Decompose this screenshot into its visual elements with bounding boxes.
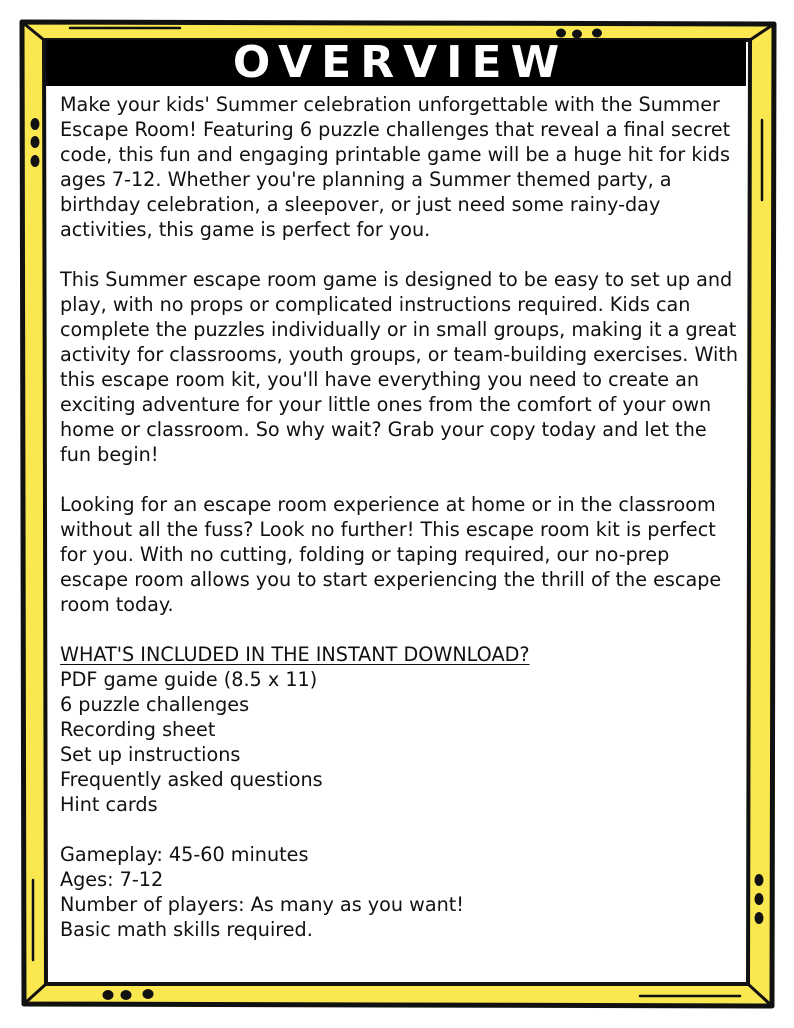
frame-dot	[143, 989, 154, 999]
gameplay-detail: Gameplay: 45-60 minutes	[60, 843, 309, 866]
list-item: 6 puzzle challenges	[60, 693, 250, 716]
overview-content	[60, 92, 740, 942]
frame-dot	[103, 990, 114, 1000]
frame-dot	[31, 118, 40, 130]
frame-dot	[31, 136, 40, 148]
list-item: PDF game guide (8.5 x 11)	[60, 668, 318, 691]
frame-dot	[592, 29, 602, 38]
frame-dot	[31, 155, 40, 167]
list-item: Frequently asked questions	[60, 768, 323, 791]
included-heading: WHAT'S INCLUDED IN THE INSTANT DOWNLOAD?	[60, 643, 530, 666]
frame-dot	[755, 874, 764, 886]
list-item: Hint cards	[60, 793, 158, 816]
list-item: Set up instructions	[60, 743, 241, 766]
game-details	[60, 842, 740, 942]
included-list	[60, 667, 740, 817]
title-bar	[46, 37, 746, 88]
ages-detail: Ages: 7-12	[60, 868, 164, 891]
frame-dot	[755, 893, 764, 905]
setup-paragraph: This Summer escape room game is designed to be easy to set up and play, with no props or complicated instructions required. Kids can complete the puzzles individually or in small groups, making it a great activity for classrooms, youth groups, or team-building exercises. With this escape room kit, you'll have everything you need to create an exciting adventure for your little ones from the comfort of your own home or classroom. So why wait? Grab your copy today and let the fun begin!	[60, 268, 739, 466]
frame-dot	[121, 990, 132, 1000]
no-prep-paragraph: Looking for an escape room experience at home or in the classroom without all the fuss? Look no further! This escape room kit is perfect for you. With no cutting, folding or taping required, our no-prep escape room allows you to start experiencing the thrill of the escape room today.	[60, 493, 722, 616]
page-title: OVERVIEW	[232, 37, 569, 88]
frame-dot	[572, 30, 582, 39]
players-detail: Number of players: As many as you want!	[60, 893, 464, 916]
skills-detail: Basic math skills required.	[60, 918, 313, 941]
intro-paragraph: Make your kids' Summer celebration unforgettable with the Summer Escape Room! Featuring 6 puzzle challenges that reveal a final secret code, this fun and engaging printable game will be a huge hit for kids ages 7-12. Whether you're planning a Summer themed party, a birthday celebration, a sleepover, or just need some rainy-day activities, this game is perfect for you.	[60, 93, 731, 241]
frame-dot	[755, 912, 764, 924]
list-item: Recording sheet	[60, 718, 216, 741]
